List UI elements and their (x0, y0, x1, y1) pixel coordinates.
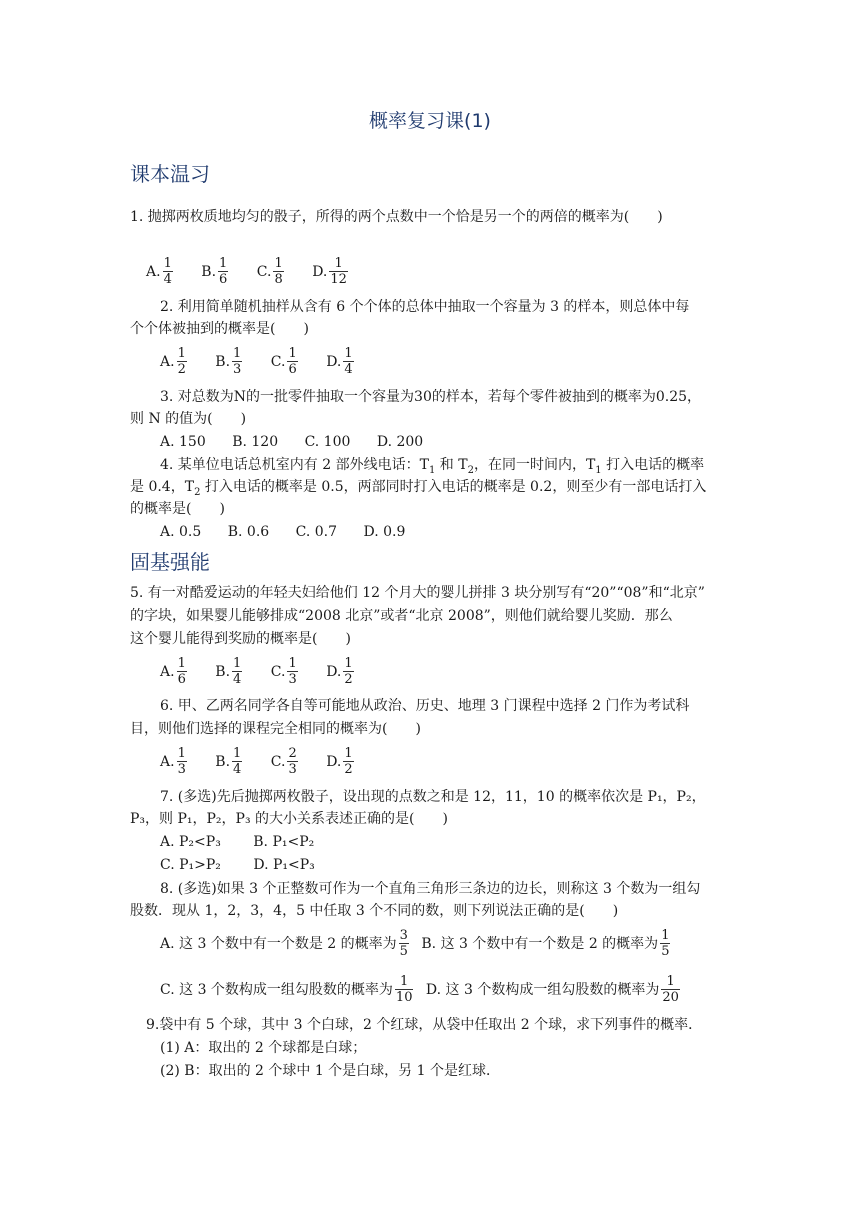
question-9-line-1: 9.袋中有 5 个球，其中 3 个白球，2 个红球，从袋中任取出 2 个球，求下列事件的概率． (146, 1017, 703, 1033)
option-b: B. 120 (232, 434, 279, 450)
option-a: A. 150 (160, 434, 206, 450)
option-d: D. $\frac{1}{12}$ (312, 256, 347, 287)
option-c: C. $\frac{1}{3}$ (270, 656, 297, 687)
question-5-line-3: 这个婴儿能得到奖励的概率是( ) (130, 631, 351, 647)
option-c: C. 100 (304, 434, 351, 450)
question-7-line-2: P₃，则 P₁，P₂，P₃ 的大小关系表述正确的是( ) (130, 811, 448, 827)
option-a: A. P₂<P₃ (160, 834, 221, 850)
question-4-line-2: 是 0.4，$T_2$ 打入电话的概率是 0.5，两部同时打入电话的概率是 0.2，则至少有一部电话打入 (130, 479, 707, 498)
option-b: B. P₁<P₂ (253, 834, 315, 850)
question-8-options-row-2 (160, 974, 704, 1005)
question-4-line-1: 4. 某单位电话总机室内有 2 部外线电话：$T_1$ 和 $T_2$，在同一时间内，$T_1$ 打入电话的概率 (160, 457, 705, 476)
question-2-line-1: 2. 利用简单随机抽样从含有 6 个个体的总体中抽取一个容量为 3 的样本，则总体中每 (160, 299, 690, 315)
option-d: D. 这 3 个数构成一组勾股数的概率为 $\frac{1}{20}$ (425, 974, 679, 1005)
question-6-line-2: 目，则他们选择的课程完全相同的概率为( ) (130, 721, 421, 737)
question-5-options (160, 656, 378, 687)
page-title: 概率复习课(1) (369, 110, 491, 132)
question-6-options (160, 746, 378, 777)
option-a: A. $\frac{1}{4}$ (146, 256, 172, 287)
option-b: B. 这 3 个数中有一个数是 2 的概率为 $\frac{1}{5}$ (421, 928, 670, 959)
option-d: D. P₁<P₃ (253, 857, 315, 873)
question-2-options (160, 346, 378, 377)
option-a: A. $\frac{1}{6}$ (160, 656, 186, 687)
question-8-line-1: 8. (多选)如果 3 个正整数可作为一个直角三角形三条边的边长，则称这 3 个数为一组勾 (160, 881, 701, 897)
option-d: D. $\frac{1}{2}$ (326, 656, 353, 687)
question-4-options (160, 523, 427, 541)
option-d: D. 0.9 (363, 524, 406, 540)
option-d: D. $\frac{1}{4}$ (326, 346, 353, 377)
option-b: B. $\frac{1}{3}$ (215, 346, 242, 377)
option-a: A. 0.5 (160, 524, 202, 540)
option-a: A. $\frac{1}{2}$ (160, 346, 186, 377)
question-1-options (146, 256, 372, 287)
option-d: D. $\frac{1}{2}$ (326, 746, 353, 777)
question-7-options-row-1 (160, 833, 336, 851)
option-b: B. $\frac{1}{4}$ (215, 656, 242, 687)
question-8-line-2: 股数．现从 1，2，3，4，5 中任取 3 个不同的数，则下列说法正确的是( ) (130, 903, 619, 919)
question-9-part-1: (1) A：取出的 2 个球都是白球； (160, 1040, 367, 1056)
question-9-part-2: (2) B：取出的 2 个球中 1 个是白球，另 1 个是红球． (160, 1063, 500, 1079)
option-a: A. 这 3 个数中有一个数是 2 的概率为 $\frac{3}{5}$ (160, 928, 408, 959)
option-b: B. $\frac{1}{6}$ (201, 256, 228, 287)
option-d: D. 200 (376, 434, 424, 450)
question-6-line-1: 6. 甲、乙两名同学各自等可能地从政治、历史、地理 3 门课程中选择 2 门作为考试科 (160, 698, 690, 714)
question-3-line-1: 3. 对总数为N的一批零件抽取一个容量为30的样本，若每个零件被抽到的概率为0.25， (160, 389, 702, 405)
question-8-options-row-1 (160, 928, 694, 959)
question-7-options-row-2 (160, 856, 337, 874)
option-c: C. P₁>P₂ (160, 857, 221, 873)
question-4-line-3: 的概率是( ) (130, 501, 225, 517)
question-1-text: 1. 抛掷两枚质地均匀的骰子，所得的两个点数中一个恰是另一个的两倍的概率为( ) (130, 209, 663, 225)
option-c: C. $\frac{1}{6}$ (270, 346, 297, 377)
section-heading-review: 课本温习 (130, 162, 210, 186)
section-heading-strengthen: 固基强能 (130, 550, 210, 574)
question-3-line-2: 则 N 的值为( ) (130, 411, 247, 427)
option-b: B. $\frac{1}{4}$ (215, 746, 242, 777)
option-c: C. 这 3 个数构成一组勾股数的概率为 $\frac{1}{10}$ (160, 974, 413, 1005)
question-5-line-2: 的字块，如果婴儿能够排成“2008 北京”或者“北京 2008”，则他们就给婴儿奖励．那么 (130, 608, 673, 624)
question-2-line-2: 个个体被抽到的概率是( ) (130, 321, 309, 337)
option-c: C. 0.7 (295, 524, 338, 540)
question-5-line-1: 5. 有一对酷爱运动的年轻夫妇给他们 12 个月大的婴儿拼排 3 块分别写有“20”“08”和“北京” (130, 585, 705, 601)
question-3-options (160, 433, 445, 451)
option-c: C. $\frac{2}{3}$ (270, 746, 297, 777)
option-c: C. $\frac{1}{8}$ (256, 256, 283, 287)
question-7-line-1: 7. (多选)先后抛掷两枚骰子，设出现的点数之和是 12，11，10 的概率依次是 P₁，P₂， (160, 789, 706, 805)
option-a: A. $\frac{1}{3}$ (160, 746, 186, 777)
option-b: B. 0.6 (227, 524, 270, 540)
